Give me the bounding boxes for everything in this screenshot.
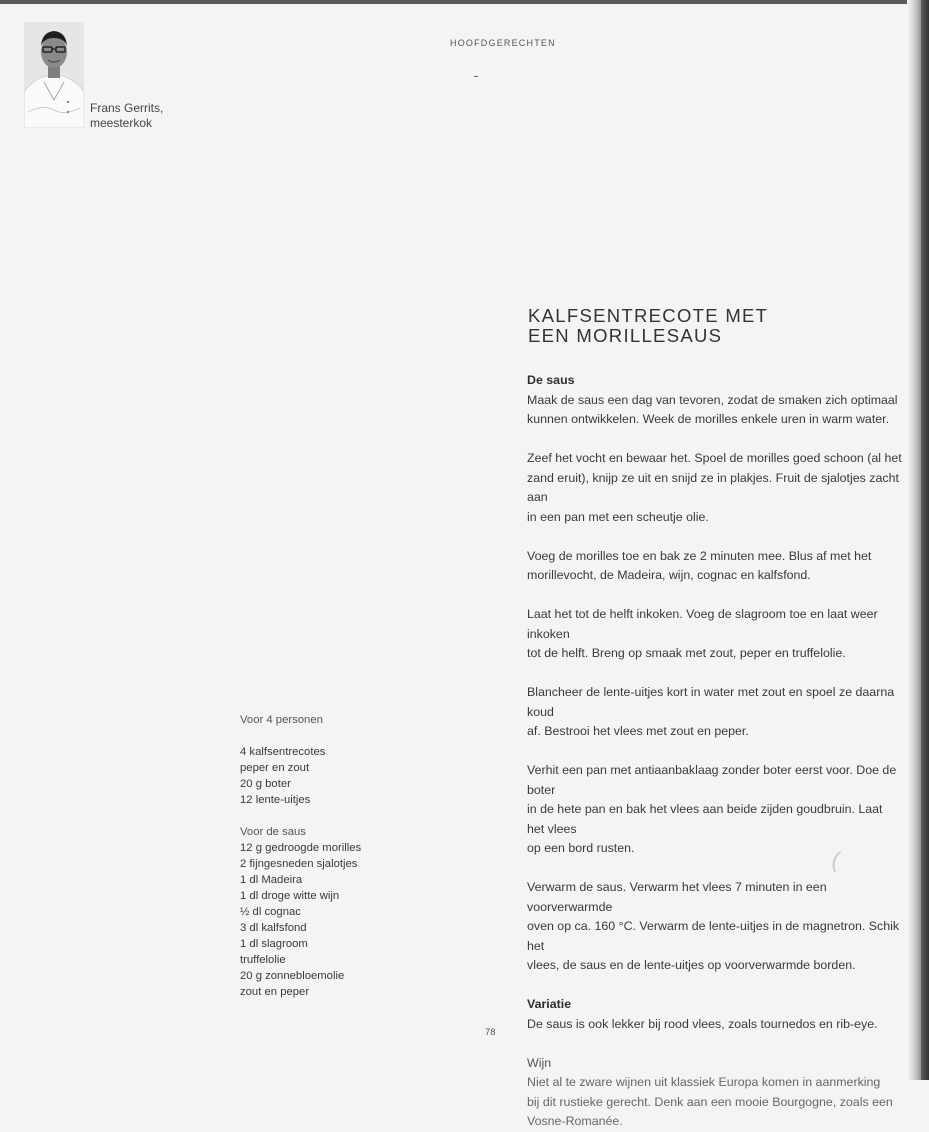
- method-line: Verhit een pan met antiaanbaklaag zonder boter eerst voor. Doe de boter: [527, 763, 897, 797]
- page-top-edge: [0, 0, 929, 4]
- chef-role: meesterkok: [90, 116, 153, 130]
- wine-line: Niet al te zware wijnen uit klassiek Europa komen in aanmerking: [527, 1075, 881, 1089]
- method-line: Laat het tot de helft inkoken. Voeg de slagroom toe en laat weer inkoken: [527, 607, 878, 641]
- ingredient-item: truffelolie: [240, 954, 286, 966]
- recipe-method: [527, 371, 902, 1132]
- sauce-ingredients-heading: Voor de saus: [240, 826, 306, 838]
- ingredient-item: peper en zout: [240, 762, 310, 774]
- method-line: Blancheer de lente-uitjes kort in water met zout en spoel ze daarna koud: [527, 685, 895, 719]
- wine-heading: Wijn: [527, 1055, 552, 1070]
- ingredient-item: 4 kalfsentrecotes: [240, 746, 326, 758]
- chef-name: Frans Gerrits,: [90, 101, 164, 115]
- divider-mark: [474, 76, 478, 77]
- ingredient-item: 1 dl droge witte wijn: [240, 890, 340, 902]
- section-title: HOOFDGERECHTEN: [450, 38, 556, 48]
- ingredient-item: 12 g gedroogde morilles: [240, 842, 362, 854]
- ingredient-item: 12 lente-uitjes: [240, 794, 311, 806]
- wine-line: Vosne-Romanée.: [527, 1114, 623, 1128]
- ingredient-item: 20 g boter: [240, 778, 291, 790]
- ingredient-item: zout en peper: [240, 986, 310, 998]
- recipe-title-line-1: KALFSENTRECOTE MET: [528, 305, 769, 326]
- method-line: morillevocht, de Madeira, wijn, cognac en kalfsfond.: [527, 568, 811, 582]
- method-line: oven op ca. 160 °C. Verwarm de lente-uitjes in de magnetron. Schik het: [527, 919, 900, 953]
- ingredient-item: 20 g zonnebloemolie: [240, 970, 345, 982]
- variation-text: De saus is ook lekker bij rood vlees, zoals tournedos en rib-eye.: [527, 1016, 878, 1031]
- page-binding-edge: [921, 0, 929, 1080]
- chef-photo: [24, 22, 84, 128]
- variation-heading: Variatie: [527, 997, 572, 1011]
- recipe-title: [528, 306, 768, 346]
- method-line: vlees, de saus en de lente-uitjes op voorverwarmde borden.: [527, 958, 856, 972]
- method-line: zand eruit), knijp ze uit en snijd ze in plakjes. Fruit de sjalotjes zacht aan: [527, 470, 899, 504]
- chef-caption: [90, 101, 163, 131]
- paper-mark: (: [829, 846, 843, 873]
- method-line: tot de helft. Breng op smaak met zout, peper en truffelolie.: [527, 646, 846, 660]
- sauce-heading: De saus: [527, 373, 575, 387]
- ingredient-list: [240, 712, 361, 1000]
- ingredient-item: 3 dl kalfsfond: [240, 922, 307, 934]
- page-number: 78: [485, 1027, 496, 1038]
- ingredient-item: ½ dl cognac: [240, 906, 301, 918]
- method-line: Voeg de morilles toe en bak ze 2 minuten mee. Blus af met het: [527, 548, 872, 563]
- method-line: af. Bestrooi het vlees met zout en peper.: [527, 724, 749, 738]
- method-line: op een bord rusten.: [527, 841, 635, 855]
- ingredient-item: 1 dl slagroom: [240, 938, 308, 950]
- method-line: in de hete pan en bak het vlees aan beide zijden goudbruin. Laat het vlees: [527, 802, 883, 836]
- recipe-title-line-2: EEN MORILLESAUS: [528, 325, 723, 346]
- ingredient-item: 1 dl Madeira: [240, 874, 303, 886]
- servings: Voor 4 personen: [240, 714, 323, 726]
- method-line: Maak de saus een dag van tevoren, zodat de smaken zich optimaal: [527, 392, 898, 407]
- ingredient-item: 2 fijngesneden sjalotjes: [240, 858, 358, 870]
- method-line: Verwarm de saus. Verwarm het vlees 7 minuten in een voorverwarmde: [527, 880, 827, 914]
- method-line: Zeef het vocht en bewaar het. Spoel de morilles goed schoon (al het: [527, 451, 902, 465]
- wine-line: bij dit rustieke gerecht. Denk aan een mooie Bourgogne, zoals een: [527, 1094, 893, 1109]
- method-line: in een pan met een scheutje olie.: [527, 509, 709, 524]
- method-line: kunnen ontwikkelen. Week de morilles enkele uren in warm water.: [527, 412, 890, 426]
